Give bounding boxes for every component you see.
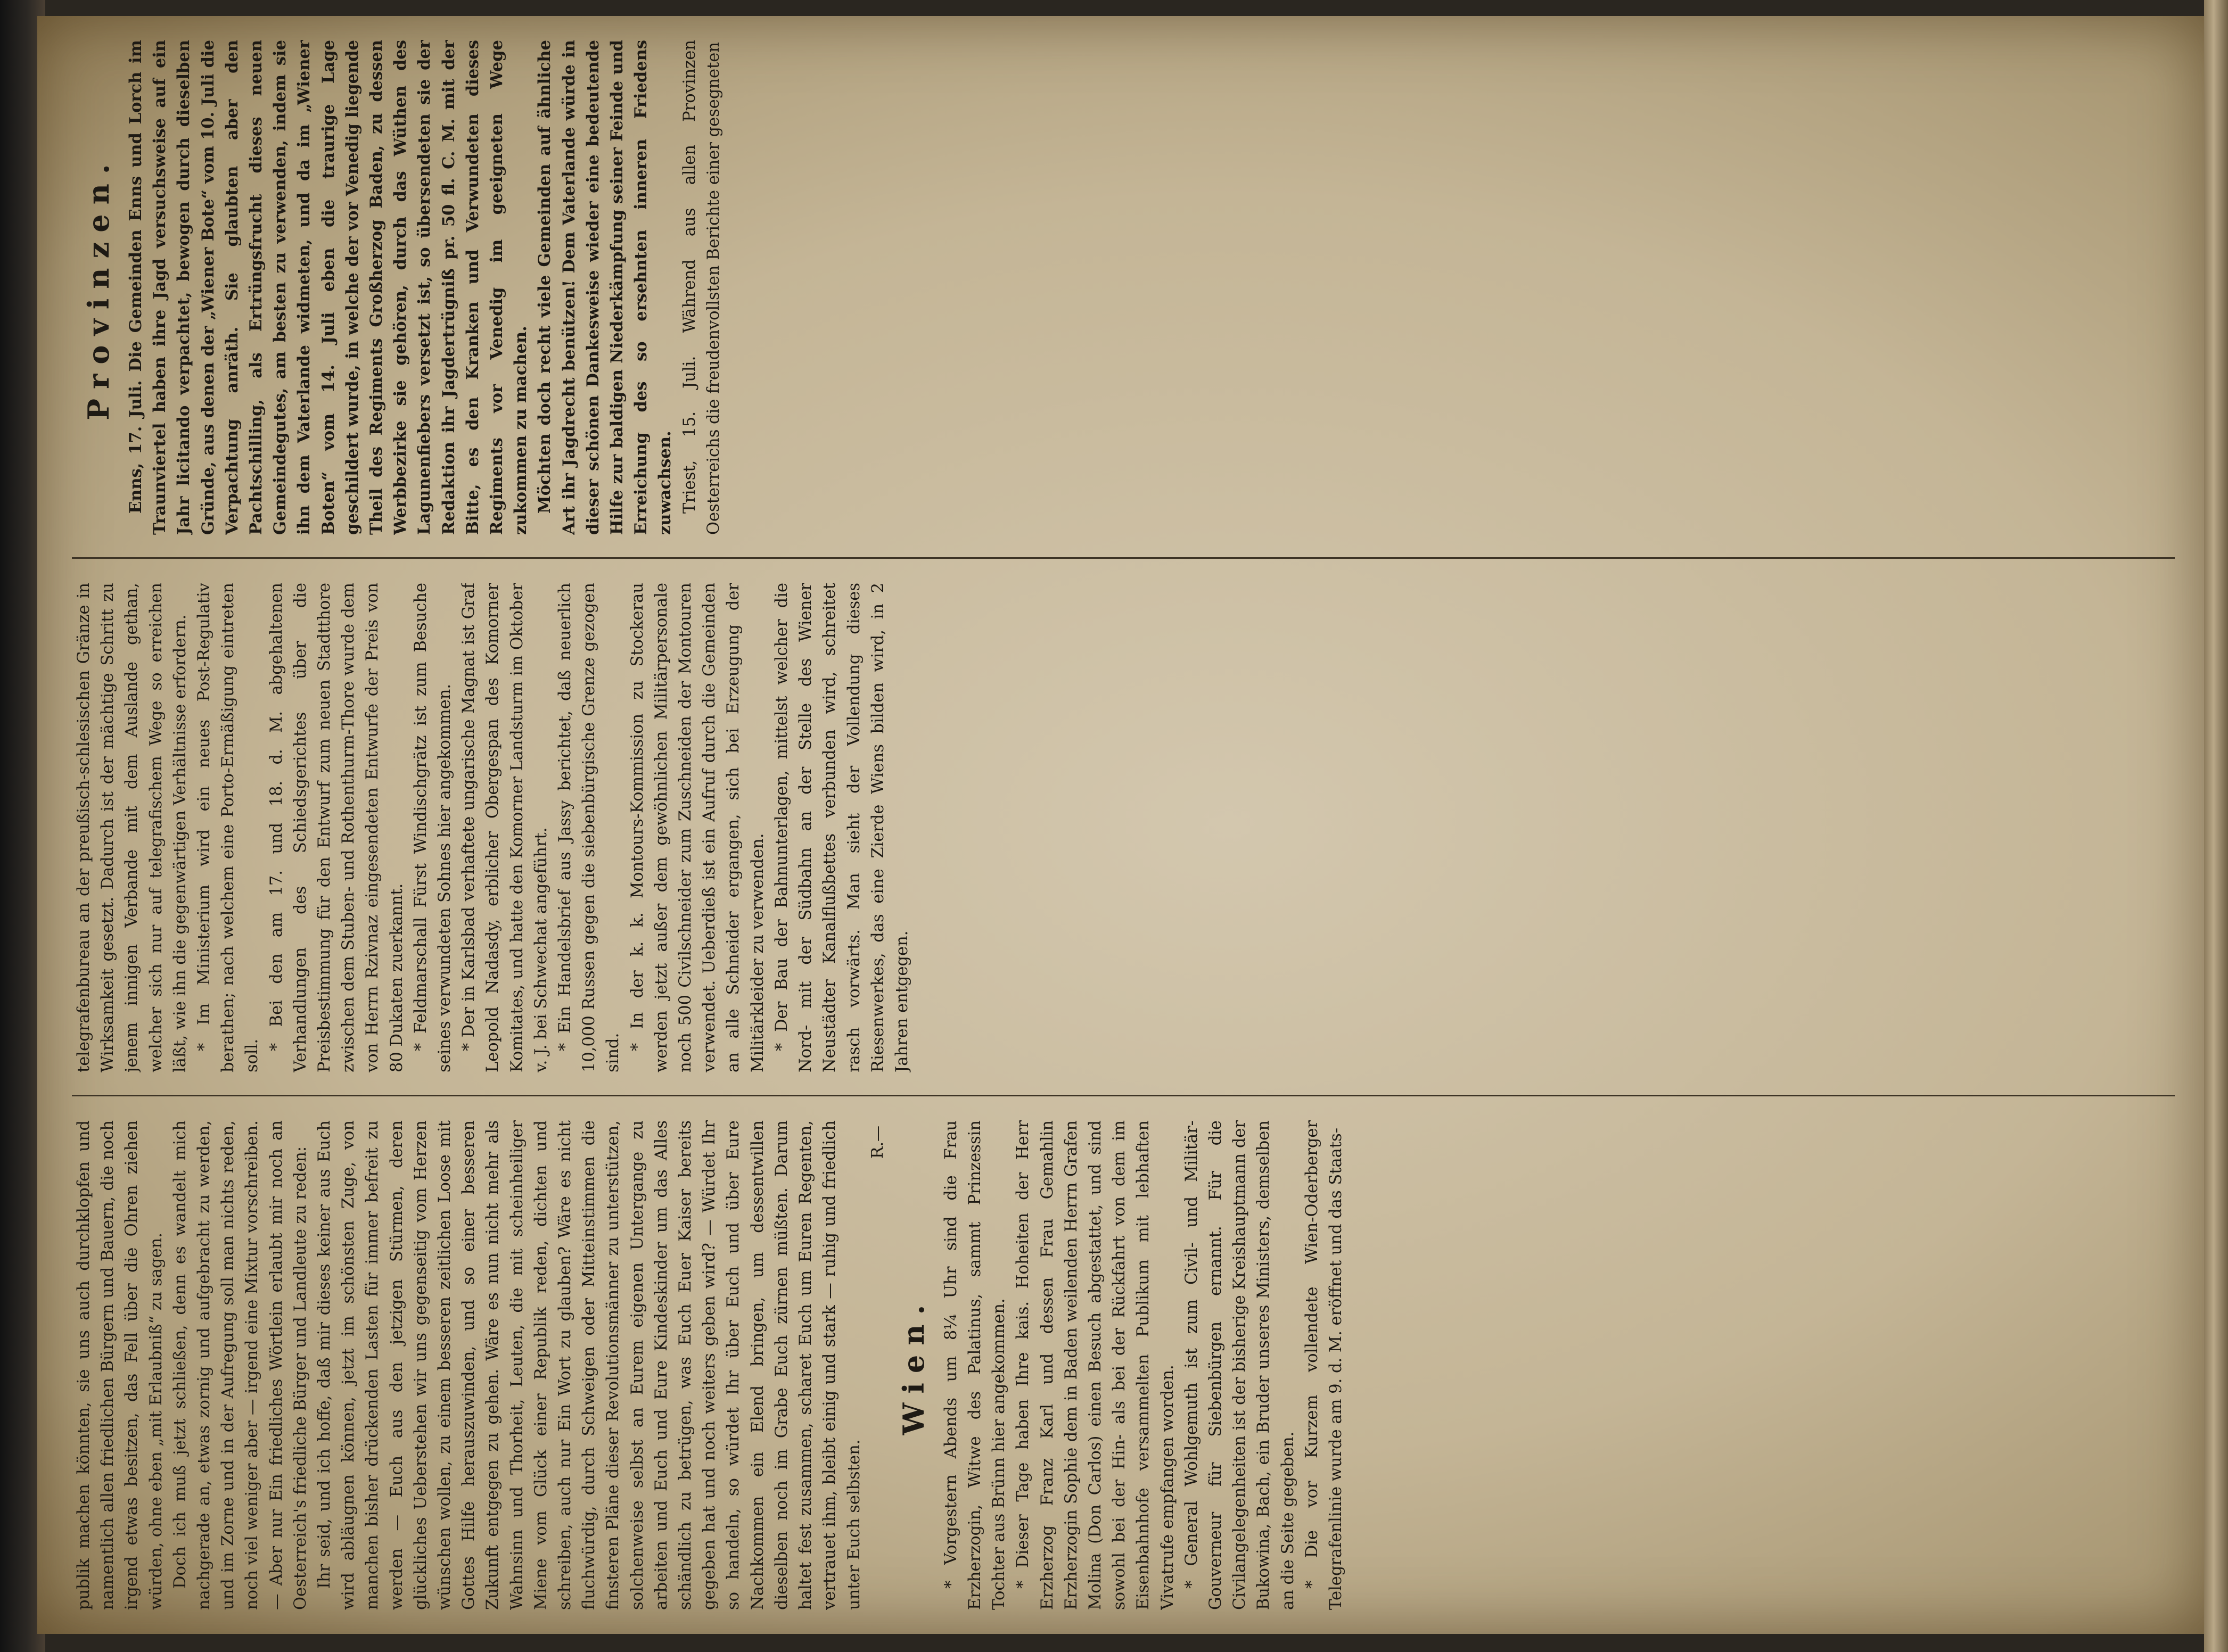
news-item: * Vorgestern Abends um 8¼ Uhr sind die Frau Erzherzogin, Witwe des Palatinus, sammt Prinzessin Tochter aus Brünn hier angekommen. [941,1120,1009,1610]
news-item: * In der k. k. Montours-Kommission zu Stockerau werden jetzt außer dem gewöhnlichen Militärpersonale noch 500 Civilschneider zum Zuschneiden der Montouren verwendet. Ueberdieß ist ein Aufruf durch die Gemeinden an alle Schneider ergangen, sich bei Erzeugung der Militärkleider zu verwenden. [628,583,767,1072]
column-middle [72,583,2175,1072]
column-left [72,1120,2175,1610]
news-item: * Feldmarschall Fürst Windischgrätz ist zum Besuche seines verwundeten Sohnes hier angekommen. [411,583,455,1072]
section-heading-provinzen: Provinzen. [81,154,116,420]
news-item: * Die vor Kurzem vollendete Wien-Oderberger Telegrafenlinie wurde am 9. d. M. eröffnet und das Staats- [1302,1120,1345,1610]
author-signature: R.— [868,1126,887,1159]
column-rule [72,557,2175,559]
news-item: * Ein Handelsbrief aus Jassy berichtet, daß neuerlich 10,000 Russen gegen die siebenbürgische Grenze gezogen sind. [556,583,623,1072]
column-right [72,40,2175,535]
paragraph: publik machen könnten, sie uns auch durchklopfen und namentlich allen friedlichen Bürgern und Bauern, die noch irgend etwas besitzen, das Fell über die Ohren ziehen würden, ohne eben „mit Erlaubniß“ zu sagen. [75,1120,166,1610]
news-item: Triest, 15. Juli. Während aus allen Provinzen Oesterreichs die freudenvollsten Berichte einer gesegneten [680,40,723,535]
news-item: * Bei den am 17. und 18. d. M. abgehaltenen Verhandlungen des Schiedsgerichtes über die Preisbestimmung für den Entwurf zum neuen Stadtthore zwischen dem Stuben- und Rothenthurm-Thore wurde dem von Herrn Rzivnaz eingesendeten Entwurfe der Preis von 80 Dukaten zuerkannt. [267,583,406,1072]
paragraph: Doch ich muß jetzt schließen, denn es wandelt mich nachgerade an, etwas zornig und aufgebracht zu werden, und im Zorne und in der Aufregung soll man nichts reden, noch viel weniger aber — irgend eine Mixtur vorschreiben. — Aber nur Ein friedliches Wörtlein erlaubt mir noch an Oesterreich's friedliche Bürger und Landleute zu reden: [170,1120,310,1610]
page-edge [2204,0,2228,1652]
paragraph: Ihr seid, und ich hoffe, daß mir dieses keiner aus Euch wird abläugnen können, jetzt im schönsten Zuge, von manchen bisher drückenden Lasten für immer befreit zu werden — Euch aus den jetzigen Stürmen, deren glückliches Ueberstehen wir uns gegenseitig vom Herzen wünschen wollen, zu einem besseren zeitlichen Loose mit Gottes Hilfe herauszuwinden, und so einer besseren Zukunft entgegen zu gehen. Wäre es nun nicht mehr als Wahnsinn und Thorheit, Leuten, die mit scheinheiliger Miene vom Glück einer Republik reden, dichten und schreiben, auch nur Ein Wort zu glauben? Wäre es nicht fluchwürdig, durch Schweigen oder Mitteinstimmen die finsteren Pläne dieser Revolutionsmänner zu unterstützen, solchenweise selbst an Eurem eigenen Untergange zu arbeiten und Euch und Eure Kindeskinder um das Alles schändlich zu betrügen, was Euch Euer Kaiser bereits gegeben hat und noch weiters geben wird? — Würdet Ihr so handeln, so würdet Ihr über Euch und über Eure Nachkommen ein Elend bringen, um dessentwillen dieselben noch im Grabe Euch zürnen müßten. Darum haltet fest zusammen, scharet Euch um Euren Regenten, vertrauet ihm, bleibt einig und stark — ruhig und friedlich unter Euch selbsten. [315,1120,864,1610]
news-item: Möchten doch recht viele Gemeinden auf ähnliche Art ihr Jagdrecht benützen! Dem Vaterlande würde in dieser schönen Dankesweise wieder eine bedeutende Hilfe zur baldigen Niederkämpfung seiner Feinde und Erreichung des so ersehnten inneren Friedens zuwachsen. [535,40,675,535]
news-item: * Der in Karlsbad verhaftete ungarische Magnat ist Graf Leopold Nadasdy, erblicher Obergespan des Komorner Komitates, und hatte den Komorner Landsturm im Oktober v. J. bei Schwechat angeführt. [459,583,550,1072]
news-item: Enns, 17. Juli. Die Gemeinden Enns und Lorch im Traunviertel haben ihre Jagd versuchsweise auf ein Jahr licitando verpachtet, bewogen durch dieselben Gründe, aus denen der „Wiener Bote“ vom 10. Juli die Verpachtung anräth. Sie glaubten aber den Pachtschilling, als Ertrüngsfrucht dieses neuen Gemeindegutes, am besten zu verwenden, indem sie ihn dem Vaterlande widmeten, und da im „Wiener Boten“ vom 14. Juli eben die traurige Lage geschildert wurde, in welche der vor Venedig liegende Theil des Regiments Großherzog Baden, zu dessen Werbbezirke sie gehören, durch das Wüthen des Lagunenfiebers versetzt ist, so übersendeten sie der Redaktion ihr Jagdertrügniß pr. 50 fl. C. M. mit der Bitte, es den Kranken und Verwundeten dieses Regiments vor Venedig im geeigneten Wege zukommen zu machen. [126,40,531,535]
news-item: * Dieser Tage haben Ihre kais. Hoheiten der Herr Erzherzog Franz Karl und dessen Frau Gemahlin Erzherzogin Sophie dem in Baden weilenden Herrn Grafen Molina (Don Carlos) einen Besuch abgestattet, und sind sowohl bei der Hin- als bei der Rückfahrt von dem im Eisenbahnhofe versammelten Publikum mit lebhaften Vivatrufe empfangen worden. [1014,1120,1177,1610]
page-content [72,40,2175,1610]
news-item: * Der Bau der Bahnunterlagen, mittelst welcher die Nord- mit der Südbahn an der Stelle des Wiener Neustädter Kanalflußbettes verbunden wird, schreitet rasch vorwärts. Man sieht der Vollendung dieses Riesenwerkes, das eine Zierde Wiens bilden wird, in 2 Jahren entgegen. [772,583,911,1072]
section-heading-wien: Wien. [896,1295,931,1435]
news-item: * Im Ministerium wird ein neues Post-Regulativ berathen; nach welchem eine Porto-Ermäßigung eintreten soll. [195,583,262,1072]
news-item: * General Wohlgemuth ist zum Civil- und Militär-Gouverneur für Siebenbürgen ernannt. Für die Civilangelegenheiten ist der bisherige Kreishauptmann der Bukowina, Bach, ein Bruder unseres Ministers, demselben an die Seite gegeben. [1182,1120,1297,1610]
column-rule [72,1095,2175,1096]
paragraph: telegrafenbureau an der preußisch-schlesischen Gränze in Wirksamkeit gesetzt. Dadurch ist der mächtige Schritt zu jenem innigen Verbande mit dem Auslande gethan, welcher sich nur auf telegrafischem Wege so erreichen läßt, wie ihn die gegenwärtigen Verhältnisse erfordern. [75,583,190,1072]
